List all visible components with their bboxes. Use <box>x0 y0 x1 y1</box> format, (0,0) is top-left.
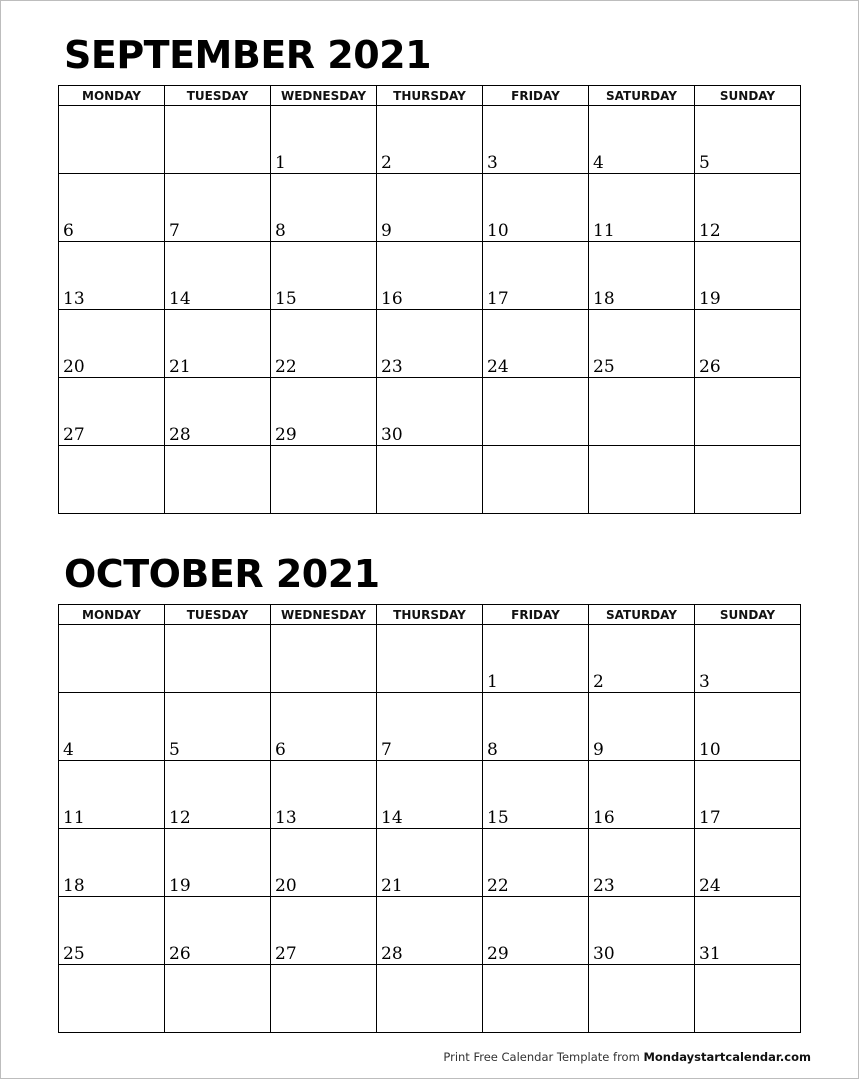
day-number: 8 <box>275 221 286 241</box>
day-cell <box>59 242 165 310</box>
month-title-october: OCTOBER 2021 <box>64 552 380 596</box>
day-cell <box>59 106 165 174</box>
day-cell <box>589 897 695 965</box>
day-number: 15 <box>275 289 297 309</box>
week-row <box>59 829 801 897</box>
day-number: 9 <box>593 740 604 760</box>
day-number: 22 <box>275 357 297 377</box>
day-number: 25 <box>593 357 615 377</box>
day-cell <box>377 106 483 174</box>
day-number: 21 <box>381 876 403 896</box>
week-row <box>59 897 801 965</box>
day-number: 15 <box>487 808 509 828</box>
day-number: 25 <box>63 944 85 964</box>
day-number: 7 <box>381 740 392 760</box>
day-number: 6 <box>63 221 74 241</box>
day-cell <box>483 378 589 446</box>
day-cell <box>377 174 483 242</box>
day-cell <box>271 965 377 1033</box>
day-cell <box>165 106 271 174</box>
calendar-grid-september <box>58 85 801 514</box>
weekday-header-row <box>59 605 801 625</box>
day-cell <box>589 965 695 1033</box>
weekday-header-friday: FRIDAY <box>483 86 589 106</box>
day-cell <box>377 693 483 761</box>
day-cell <box>589 761 695 829</box>
day-cell <box>695 897 801 965</box>
day-cell <box>271 761 377 829</box>
day-cell <box>695 829 801 897</box>
day-number: 23 <box>381 357 403 377</box>
day-cell <box>483 625 589 693</box>
day-cell <box>59 761 165 829</box>
day-cell <box>165 378 271 446</box>
day-cell <box>165 829 271 897</box>
day-number: 27 <box>275 944 297 964</box>
weekday-header-monday: MONDAY <box>59 605 165 625</box>
day-number: 1 <box>487 672 498 692</box>
day-number: 16 <box>381 289 403 309</box>
month-title-september: SEPTEMBER 2021 <box>64 33 432 77</box>
week-row <box>59 106 801 174</box>
day-number: 11 <box>593 221 615 241</box>
footer-credit <box>443 1050 811 1064</box>
day-cell <box>695 242 801 310</box>
day-cell <box>271 378 377 446</box>
day-number: 4 <box>593 153 604 173</box>
week-row <box>59 693 801 761</box>
day-number: 26 <box>699 357 721 377</box>
day-cell <box>271 242 377 310</box>
day-cell <box>589 174 695 242</box>
day-cell <box>377 625 483 693</box>
weekday-header-row <box>59 86 801 106</box>
day-cell <box>695 174 801 242</box>
weekday-header-wednesday: WEDNESDAY <box>271 605 377 625</box>
day-number: 17 <box>487 289 509 309</box>
day-cell <box>483 106 589 174</box>
weekday-header-saturday: SATURDAY <box>589 86 695 106</box>
day-cell <box>165 965 271 1033</box>
day-number: 1 <box>275 153 286 173</box>
day-cell <box>483 242 589 310</box>
day-cell <box>59 897 165 965</box>
day-number: 14 <box>381 808 403 828</box>
day-cell <box>377 761 483 829</box>
day-cell <box>59 829 165 897</box>
day-cell <box>59 625 165 693</box>
day-cell <box>483 310 589 378</box>
day-cell <box>165 897 271 965</box>
day-cell <box>377 242 483 310</box>
day-number: 2 <box>381 153 392 173</box>
day-cell <box>165 625 271 693</box>
day-number: 18 <box>593 289 615 309</box>
day-cell <box>59 965 165 1033</box>
day-cell <box>483 897 589 965</box>
day-number: 10 <box>487 221 509 241</box>
day-cell <box>589 242 695 310</box>
day-cell <box>271 174 377 242</box>
weekday-header-thursday: THURSDAY <box>377 605 483 625</box>
day-cell <box>165 242 271 310</box>
day-number: 7 <box>169 221 180 241</box>
day-cell <box>589 446 695 514</box>
day-cell <box>695 446 801 514</box>
day-cell <box>59 693 165 761</box>
day-number: 8 <box>487 740 498 760</box>
day-cell <box>483 693 589 761</box>
week-row <box>59 625 801 693</box>
week-row <box>59 174 801 242</box>
day-number: 29 <box>487 944 509 964</box>
day-number: 28 <box>169 425 191 445</box>
day-cell <box>695 106 801 174</box>
day-cell <box>377 378 483 446</box>
day-number: 20 <box>63 357 85 377</box>
weekday-header-saturday: SATURDAY <box>589 605 695 625</box>
day-cell <box>483 965 589 1033</box>
day-cell <box>483 829 589 897</box>
week-row <box>59 242 801 310</box>
weekday-header-wednesday: WEDNESDAY <box>271 86 377 106</box>
day-number: 31 <box>699 944 721 964</box>
day-cell <box>271 897 377 965</box>
day-cell <box>377 965 483 1033</box>
day-cell <box>695 378 801 446</box>
day-cell <box>377 310 483 378</box>
day-number: 23 <box>593 876 615 896</box>
day-cell <box>377 897 483 965</box>
day-number: 11 <box>63 808 85 828</box>
day-number: 30 <box>381 425 403 445</box>
weekday-header-tuesday: TUESDAY <box>165 605 271 625</box>
day-cell <box>271 625 377 693</box>
day-cell <box>695 625 801 693</box>
footer-text: Print Free Calendar Template from <box>443 1050 644 1064</box>
day-cell <box>59 446 165 514</box>
day-cell <box>165 446 271 514</box>
day-number: 19 <box>169 876 191 896</box>
day-cell <box>377 829 483 897</box>
day-cell <box>271 106 377 174</box>
day-cell <box>271 446 377 514</box>
day-cell <box>589 378 695 446</box>
day-cell <box>59 310 165 378</box>
day-number: 29 <box>275 425 297 445</box>
day-number: 30 <box>593 944 615 964</box>
calendar-grid-october <box>58 604 801 1033</box>
weekday-header-tuesday: TUESDAY <box>165 86 271 106</box>
day-number: 3 <box>699 672 710 692</box>
day-cell <box>377 446 483 514</box>
day-number: 4 <box>63 740 74 760</box>
day-number: 6 <box>275 740 286 760</box>
day-number: 14 <box>169 289 191 309</box>
footer-site-link[interactable]: Mondaystartcalendar.com <box>643 1050 811 1064</box>
day-number: 22 <box>487 876 509 896</box>
day-number: 5 <box>169 740 180 760</box>
day-number: 10 <box>699 740 721 760</box>
day-cell <box>589 625 695 693</box>
day-cell <box>59 378 165 446</box>
day-number: 24 <box>487 357 509 377</box>
day-number: 24 <box>699 876 721 896</box>
week-row <box>59 761 801 829</box>
day-number: 19 <box>699 289 721 309</box>
day-number: 21 <box>169 357 191 377</box>
day-number: 26 <box>169 944 191 964</box>
day-cell <box>589 829 695 897</box>
weekday-header-friday: FRIDAY <box>483 605 589 625</box>
day-number: 12 <box>169 808 191 828</box>
day-number: 12 <box>699 221 721 241</box>
week-row <box>59 378 801 446</box>
day-number: 17 <box>699 808 721 828</box>
day-number: 9 <box>381 221 392 241</box>
day-number: 16 <box>593 808 615 828</box>
day-cell <box>589 693 695 761</box>
day-number: 5 <box>699 153 710 173</box>
day-number: 27 <box>63 425 85 445</box>
day-cell <box>483 761 589 829</box>
day-number: 2 <box>593 672 604 692</box>
day-cell <box>271 829 377 897</box>
day-cell <box>59 174 165 242</box>
day-cell <box>589 106 695 174</box>
day-cell <box>165 310 271 378</box>
day-number: 18 <box>63 876 85 896</box>
day-cell <box>165 761 271 829</box>
week-row <box>59 965 801 1033</box>
weekday-header-sunday: SUNDAY <box>695 605 801 625</box>
day-cell <box>695 693 801 761</box>
day-cell <box>271 310 377 378</box>
day-cell <box>695 310 801 378</box>
weekday-header-thursday: THURSDAY <box>377 86 483 106</box>
weekday-header-sunday: SUNDAY <box>695 86 801 106</box>
week-row <box>59 310 801 378</box>
day-cell <box>165 174 271 242</box>
week-row <box>59 446 801 514</box>
day-cell <box>483 174 589 242</box>
day-cell <box>483 446 589 514</box>
day-cell <box>695 965 801 1033</box>
day-cell <box>695 761 801 829</box>
day-number: 3 <box>487 153 498 173</box>
day-number: 13 <box>275 808 297 828</box>
day-number: 13 <box>63 289 85 309</box>
day-cell <box>271 693 377 761</box>
day-number: 28 <box>381 944 403 964</box>
weekday-header-monday: MONDAY <box>59 86 165 106</box>
day-number: 20 <box>275 876 297 896</box>
day-cell <box>589 310 695 378</box>
day-cell <box>165 693 271 761</box>
